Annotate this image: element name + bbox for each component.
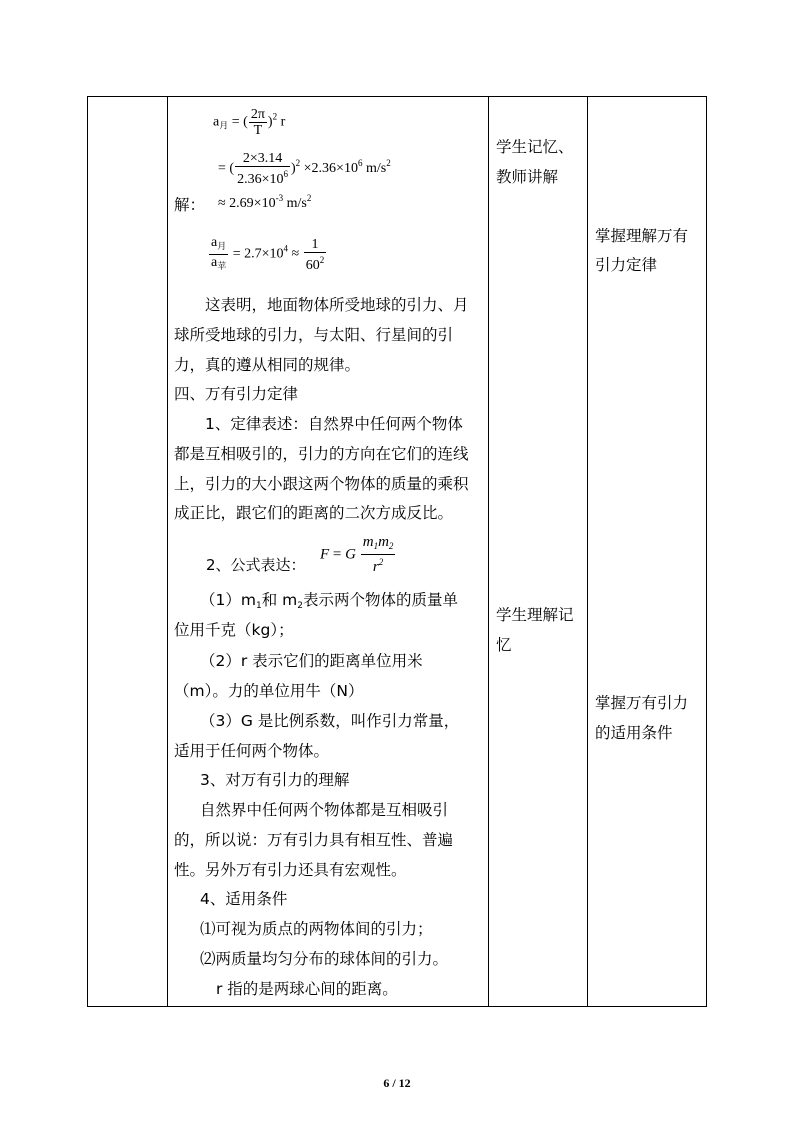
lesson-table <box>87 96 707 1007</box>
formula-substitution: = ( $\frac{2\times 3.14}{2.36\times 10^6}$ )$^2 \times 2.36\times 10^6$ $m/s^2$ <box>218 151 391 187</box>
paragraph-line: 力，真的遵从相同的规律。 <box>174 356 361 374</box>
condition-item: ⑵两质量均匀分布的球体间的引力。 <box>200 950 449 968</box>
item-1-line-1: $(1)m_1$和 $m_2$表示两个物体的质量单 <box>200 591 458 611</box>
item-2-line-2: （m）。力的单位用牛（N） <box>174 682 364 700</box>
activity-note: 学生记忆、 <box>496 138 574 156</box>
page-number: 6 / 12 <box>383 1076 411 1090</box>
paragraph-line: 上，引力的大小跟这两个物体的质量的乘积 <box>174 475 469 493</box>
condition-note: r 指的是两球心间的距离。 <box>216 980 398 998</box>
goal-note: 的适用条件 <box>595 724 673 742</box>
formula-moon-acceleration: $a_月$ = ( $\frac{2\pi}{T}$ )$^2$ r <box>213 107 286 138</box>
item-3-line-1: （3）G 是比例系数，叫作引力常量， <box>200 712 460 730</box>
section-heading: 四、万有引力定律 <box>174 385 299 403</box>
section-3-line: 性。另外万有引力还具有宏观性。 <box>174 861 407 879</box>
paragraph-line: 1、定律表述：自然界中任何两个物体 <box>174 415 463 433</box>
formula-ratio: $\frac{a_月}{a_苹}$ = $2.7\times 10^4$ ≈ $\frac{1}{60^2}$ <box>211 235 325 273</box>
formula-result: ≈ $2.69\times 10^{-3}$ $m/s^2$ <box>218 193 312 211</box>
formula-label: 2、公式表达： <box>206 556 306 574</box>
paragraph-line: 这表明，地面物体所受地球的引力、月 <box>174 296 469 314</box>
section-4-title: 4、适用条件 <box>200 890 288 908</box>
item-2-line-1: （2）r 表示它们的距离单位用米 <box>200 652 423 670</box>
activity-note: 学生理解记 <box>496 606 574 624</box>
item-1-line-2: 位用千克（kg）； <box>174 621 294 639</box>
paragraph-line: 都是互相吸引的，引力的方向在它们的连线 <box>174 445 469 463</box>
goal-note: 掌握理解万有 <box>595 227 689 245</box>
section-3-line: 自然界中任何两个物体都是互相吸引 <box>200 801 449 819</box>
goal-note: 掌握万有引力 <box>595 694 689 712</box>
section-3-title: 3、对万有引力的理解 <box>200 771 350 789</box>
activity-note: 忆 <box>496 636 512 654</box>
solution-label: 解： <box>174 196 206 214</box>
gravity-formula: F = G $\frac{m_1m_2}{r^2}$ <box>320 534 394 575</box>
condition-item: ⑴可视为质点的两物体间的引力； <box>200 920 433 938</box>
paragraph-line: 球所受地球的引力，与太阳、行星间的引 <box>174 326 454 344</box>
section-3-line: 的，所以说：万有引力具有相互性、普遍 <box>174 831 454 849</box>
item-3-line-2: 适用于任何两个物体。 <box>174 742 330 760</box>
content-column <box>168 97 489 1006</box>
goal-column <box>587 97 707 1006</box>
activity-note: 教师讲解 <box>496 168 559 186</box>
goal-note: 引力定律 <box>595 256 658 274</box>
paragraph-line: 成正比，跟它们的距离的二次方成反比。 <box>174 504 454 522</box>
activity-column <box>488 97 587 1006</box>
